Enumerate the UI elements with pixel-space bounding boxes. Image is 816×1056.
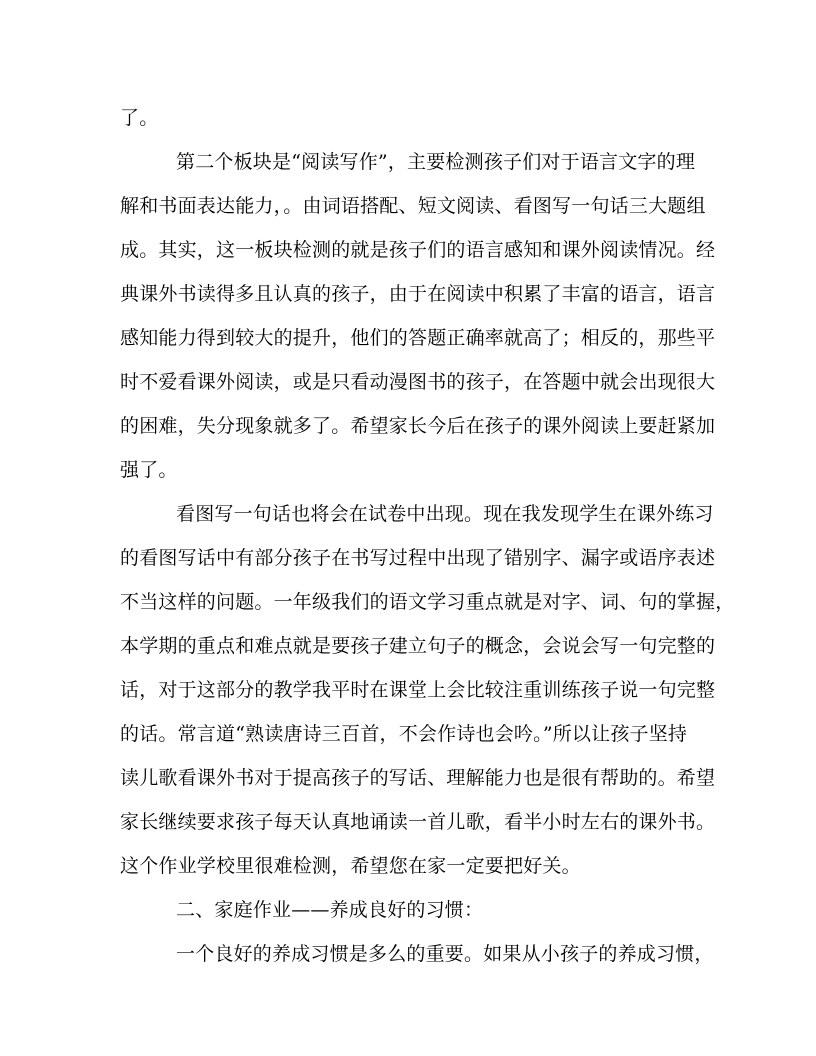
text-line: 解和书面表达能力，。由词语搭配、短文阅读、看图写一句话三大题组 [120, 195, 706, 217]
paragraph-start-line: 一个良好的养成习惯是多么的重要。如果从小孩子的养成习惯， [176, 943, 714, 965]
text-line: 强了。 [120, 459, 178, 481]
text-line: 话，对于这部分的教学我平时在课堂上会比较注重训练孩子说一句完整 [120, 679, 716, 701]
paragraph-start-line: 第二个板块是“阅读写作”，主要检测孩子们对于语言文字的理 [176, 151, 696, 173]
section-heading: 二、家庭作业——养成良好的习惯： [176, 899, 484, 921]
text-line: 读儿歌看课外书对于提高孩子的写话、理解能力也是很有帮助的。希望 [120, 767, 716, 789]
text-line: 这个作业学校里很难检测，希望您在家一定要把好关。 [120, 855, 581, 877]
text-line: 感知能力得到较大的提升，他们的答题正确率就高了；相反的，那些平 [120, 327, 716, 349]
paragraph-start-line: 看图写一句话也将会在试卷中出现。现在我发现学生在课外练习 [176, 503, 714, 525]
text-line: 成。其实，这一板块检测的就是孩子们的语言感知和课外阅读情况。经 [120, 239, 716, 261]
text-line: 本学期的重点和难点就是要孩子建立句子的概念，会说会写一句完整的 [120, 635, 716, 657]
text-line: 家长继续要求孩子每天认真地诵读一首儿歌，看半小时左右的课外书。 [120, 811, 716, 833]
text-line: 不当这样的问题。一年级我们的语文学习重点就是对字、词、句的掌握， [120, 591, 735, 613]
text-line: 的看图写话中有部分孩子在书写过程中出现了错别字、漏字或语序表述 [120, 547, 716, 569]
text-line: 时不爱看课外阅读，或是只看动漫图书的孩子，在答题中就会出现很大 [120, 371, 716, 393]
text-line: 典课外书读得多且认真的孩子，由于在阅读中积累了丰富的语言，语言 [120, 283, 716, 305]
text-line: 的困难，失分现象就多了。希望家长今后在孩子的课外阅读上要赶紧加 [120, 415, 716, 437]
text-line: 的话。常言道“熟读唐诗三百首，不会作诗也会吟。”所以让孩子坚持 [120, 723, 688, 745]
text-line: 了。 [120, 107, 159, 129]
